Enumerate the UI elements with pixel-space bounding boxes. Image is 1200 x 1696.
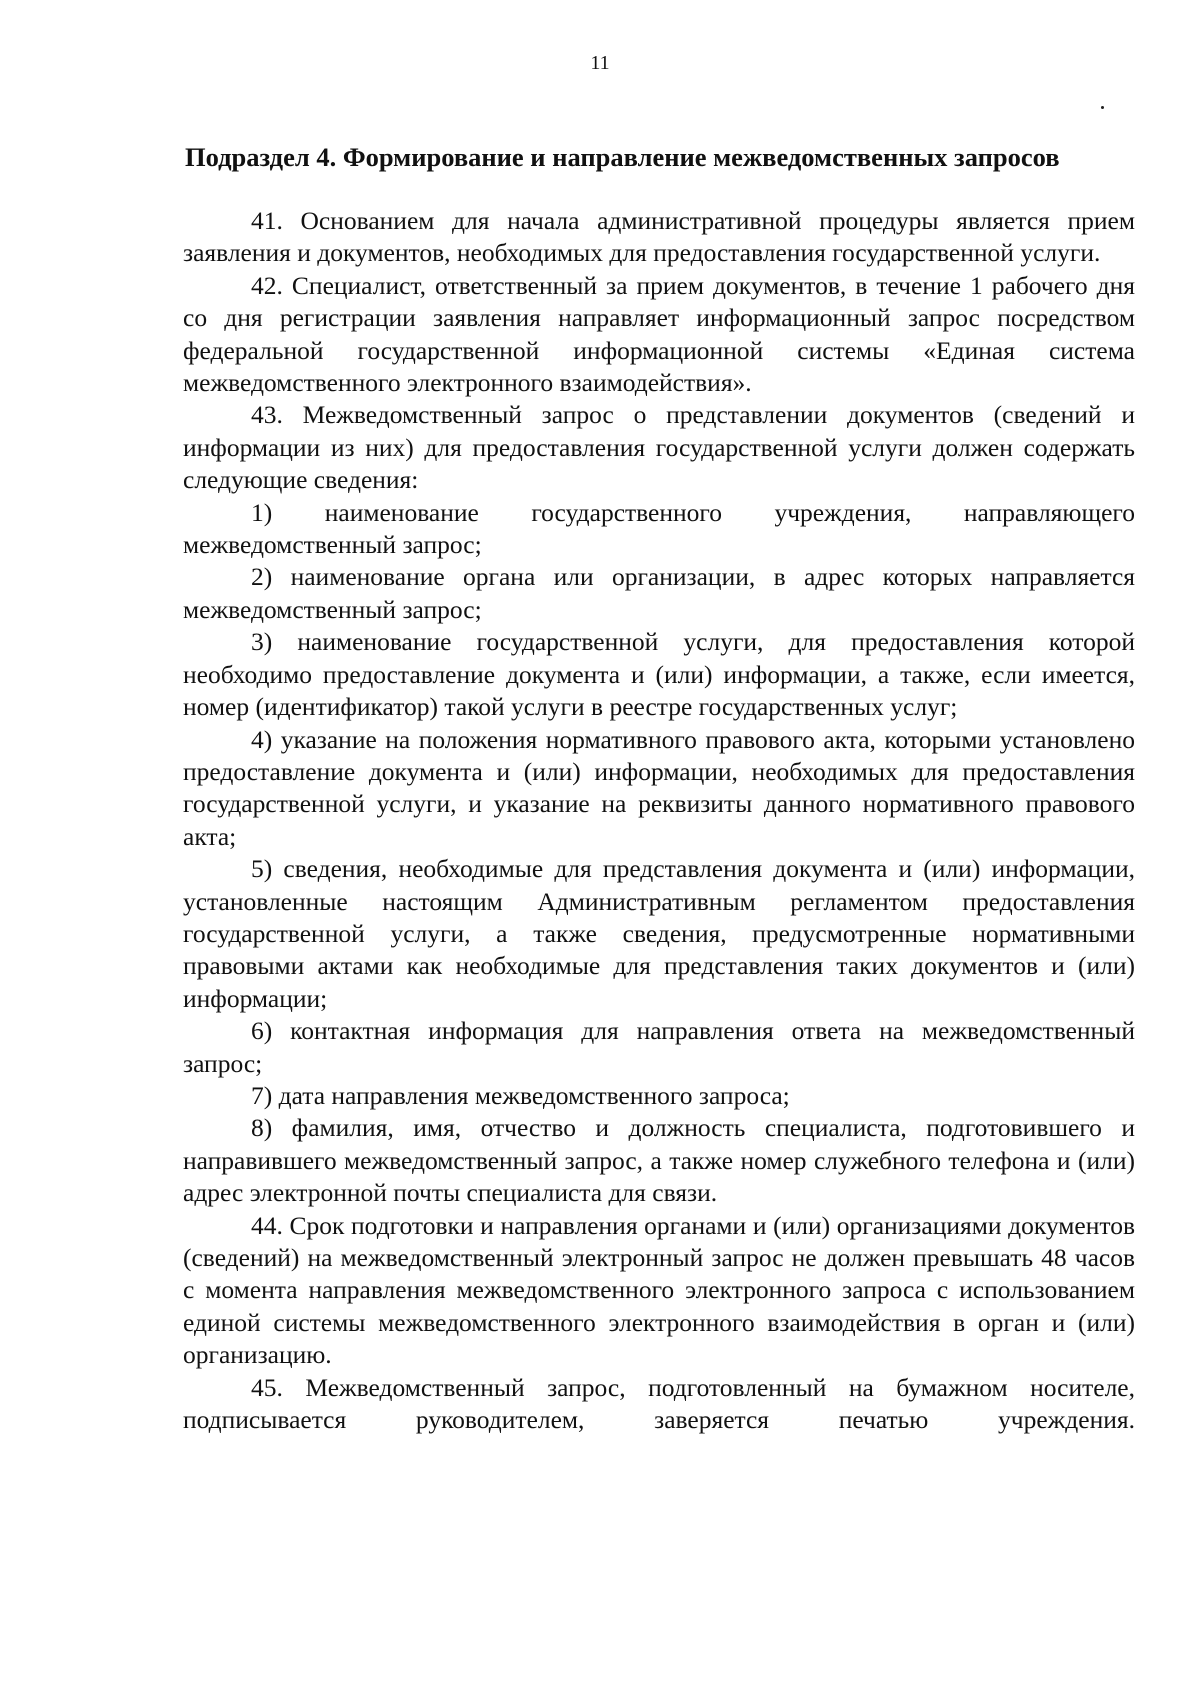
paragraph-41: 41. Основанием для начала административной процедуры является прием заявления и документов, необходимых для предоставления государственной услуги. [183, 206, 1135, 268]
document-body [183, 205, 1135, 1436]
paragraph-44: 44. Срок подготовки и направления органами и (или) организациями документов (сведений) на межведомственный электронный запрос не должен превышать 48 часов с момента направления межведомственного электронного запроса с использованием единой системы межведомственного электронного взаимодействия в орган и (или) организацию. [183, 1210, 1135, 1370]
list-item-2: 2) наименование органа или организации, в адрес которых направляется межведомственный запрос; [183, 562, 1135, 624]
list-item-5: 5) сведения, необходимые для представления документа и (или) информации, установленные настоящим Административным регламентом предоставления государственной услуги, а также сведения, предусмотренные нормативными правовыми актами как необходимые для представления таких документов и (или) информации; [183, 854, 1135, 1013]
list-item-7: 7) дата направления межведомственного запроса; [251, 1080, 790, 1110]
paragraph-42: 42. Специалист, ответственный за прием документов, в течение 1 рабочего дня со дня регистрации заявления направляет информационный запрос посредством федеральной государственной информационной системы «Единая система межведомственного электронного взаимодействия». [183, 270, 1135, 398]
list-item-8: 8) фамилия, имя, отчество и должность специалиста, подготовившего и направившего межведомственный запрос, а также номер служебного телефона и (или) адрес электронной почты специалиста для связи. [183, 1113, 1135, 1208]
paragraph-43: 43. Межведомственный запрос о представлении документов (сведений и информации из них) для предоставления государственной услуги должен содержать следующие сведения: [183, 400, 1135, 495]
list-item-6: 6) контактная информация для направления ответа на межведомственный запрос; [183, 1016, 1135, 1078]
list-item-1: 1) наименование государственного учреждения, направляющего межведомственный запрос; [183, 497, 1135, 560]
list-item-3: 3) наименование государственной услуги, для предоставления которой необходимо предоставление документа и (или) информации, а также, если имеется, номер (идентификатор) такой услуги в реестре государственных услуг; [183, 627, 1135, 722]
list-item-4: 4) указание на положения нормативного правового акта, которыми установлено предоставление документа и (или) информации, необходимых для предоставления государственной услуги, и указание на реквизиты данного нормативного правового акта; [183, 724, 1135, 851]
page-number: 11 [590, 52, 610, 74]
paragraph-45: 45. Межведомственный запрос, подготовленный на бумажном носителе, подписывается руководителем, заверяется печатью учреждения. [183, 1372, 1135, 1435]
section-heading: Подраздел 4. Формирование и направление межведомственных запросов [185, 142, 1060, 172]
scan-speck [1101, 106, 1104, 109]
